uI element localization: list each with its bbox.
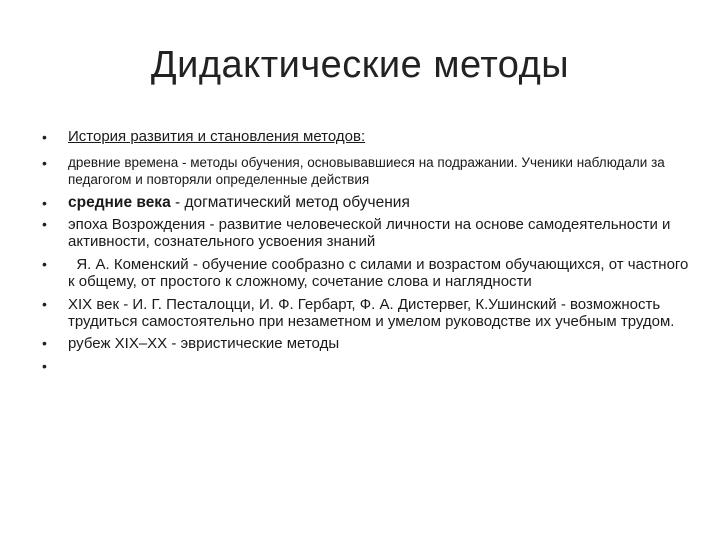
list-item-turn-of-century — [42, 335, 692, 352]
list-item-text: Я. А. Коменский - обучение сообразно с силами и возрастом обучающихся, от частного к общему, от простого к сложному, сочетание слова и наглядности — [68, 255, 693, 291]
list-item-text: История развития и становления методов: — [68, 128, 366, 145]
list-item-19th-century — [42, 296, 692, 331]
bullet-icon: • — [42, 129, 47, 145]
bullet-icon: • — [42, 155, 47, 171]
list-item-lead: средние века — [68, 194, 171, 211]
list-item-text: рубеж XIX–XX - эвристические методы — [68, 335, 340, 353]
list-item-renaissance — [42, 216, 692, 251]
bullet-icon: • — [42, 255, 47, 272]
slide-title: Дидактические методы — [150, 44, 570, 86]
list-item-ancient — [42, 155, 692, 188]
list-item-rest: - догматический метод обучения — [170, 194, 410, 211]
bullet-icon: • — [42, 295, 47, 312]
bullet-icon: • — [42, 216, 47, 232]
list-item-text — [68, 358, 692, 375]
bullet-icon: • — [42, 335, 47, 352]
list-item-text: древние времена - методы обучения, основывавшиеся на подражании. Ученики наблюдали за педагогом и повторяли определенные действия — [68, 155, 665, 187]
bullet-list — [42, 128, 692, 375]
bullet-icon: • — [42, 357, 47, 374]
list-item-middle-ages — [42, 194, 692, 212]
list-item-text: XIX век - И. Г. Песталоцци, И. Ф. Гербарт, Ф. А. Дистервег, К.Ушинский - возможность трудиться самостоятельно при незаметном и умелом руководстве их учебным трудом. — [68, 295, 675, 331]
list-item-empty — [42, 358, 692, 375]
list-item-text: эпоха Возрождения - развитие человеческой личности на основе самодеятельности и активности, сознательного усвоения знаний — [68, 216, 671, 251]
bullet-icon: • — [42, 195, 47, 211]
list-item-text — [68, 194, 692, 212]
list-item-comenius — [42, 256, 692, 291]
list-item-history — [42, 128, 692, 146]
